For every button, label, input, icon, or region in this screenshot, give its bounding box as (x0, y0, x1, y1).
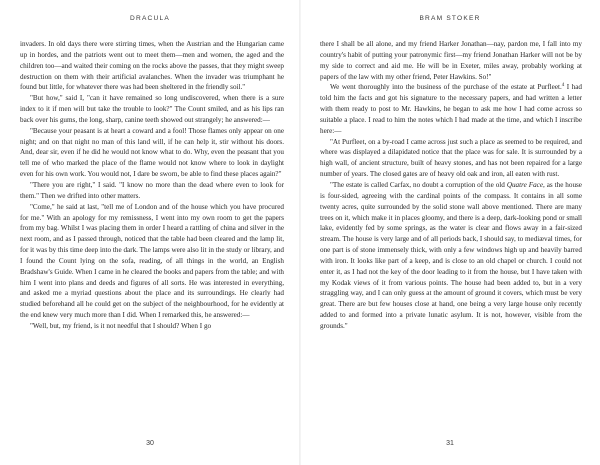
page-number-right: 31 (446, 440, 454, 447)
paragraph: "At Purfleet, on a by-road I came across just such a place as seemed to be required, and where was displayed a dilapidated notice that the place was for sale. It is surrounded by a high wall, of ancient structure, built of heavy stones, and has not been repaired for a large number of years. The closed gates are of heavy old oak and iron, all eaten with rust. (320, 137, 582, 179)
left-page-text (20, 39, 284, 332)
running-head-left: DRACULA (130, 15, 170, 22)
paragraph (320, 82, 582, 136)
paragraph-text: We went thoroughly into the business of the purchase of the estate at Purfleet. (330, 83, 562, 92)
right-page (300, 0, 600, 465)
paragraph: "Come," he said at last, "tell me of London and of the house which you have procured for me." With an apology for my remissness, I went into my own room to get the papers from my bag. Whilst I was placing them in order I heard a rattling of china and silver in the next room, and as I passed through, noticed that the table had been cleared and the lamp lit, for it was by this time deep into the dark. The lamps were also lit in the study or library, and I found the Count lying on the sofa, reading, of all things in the world, an English Bradshaw's Guide. When I came in he cleared the books and papers from the table; and with him I went into plans and deeds and figures of all sorts. He was interested in everything, and asked me a myriad questions about the place and its surroundings. He clearly had studied beforehand all he could get on the subject of the neighbourhood, for he evidently at the end knew very much more than I did. When I remarked this, he answered:— (20, 202, 284, 320)
paragraph: "There you are right," I said. "I know no more than the dead where even to look for them." Then we drifted into other matters. (20, 180, 284, 200)
running-head-right: BRAM STOKER (419, 15, 481, 22)
italic-phrase: Quatre Face (506, 180, 543, 189)
paragraph-text: I had told him the facts and got his signature to the necessary papers, and had written a letter with them ready to post to Mr. Hawkins, he began to ask me how I had come across so suitable a place. I read to him the notes which I had made at the time, and which I inscribe here:— (320, 83, 582, 135)
paragraph: invaders. In old days there were stirring times, when the Austrian and the Hungarian came up in hordes, and the patriots went out to meet them—men and women, the aged and the children too—and waited their coming on the rocks above the passes, that they might sweep destruction on them with their artificial avalanches. When the invader was triumphant he found but little, for whatever there was had been sheltered in the friendly soil." (20, 40, 284, 92)
paragraph: "Well, but, my friend, is it not needful that I should? When I go (30, 321, 212, 330)
paragraph: "But how," said I, "can it have remained so long undiscovered, when there is a sure index to it if men will but take the trouble to look?" The Count smiled, and as his lips ran back over his gums, the long, sharp, canine teeth showed out strangely; he answered:— (20, 94, 284, 124)
paragraph-text: , as the house is four-sided, agreeing with the cardinal points of the compass. It contains in all some twenty acres, quite surrounded by the solid stone wall above mentioned. There are many trees on it, which make it in places gloomy, and there is a deep, dark-looking pond or small lake, evidently fed by some springs, as the water is clear and flows away in a fair-sized stream. The house is very large and of all periods back, I should say, to mediæval times, for one part is of stone immensely thick, with only a few windows high up and heavily barred with iron. It looks like part of a keep, and is close to an old chapel or church. I could not enter it, as I had not the key of the door leading to it from the house, but I have taken with my Kodak views of it from various points. The house had been added to, but in a very straggling way, and I can only guess at the amount of ground it covers, which must be very great. There are but few houses close at hand, one being a very large house only recently added to and formed into a private lunatic asylum. It is not, however, visible from the grounds." (320, 180, 582, 330)
page-number-left: 30 (146, 440, 154, 447)
footnote-marker[interactable]: 4 (561, 83, 565, 89)
paragraph: "Because your peasant is at heart a coward and a fool! Those flames only appear on one night; and on that night no man of this land will, if he can help it, stir without his doors. And, dear sir, even if he did he would not know what to do. Why, even the peasant that you tell me of who marked the place of the flame would not know where to look in daylight even for his own work. You would not, I dare be sworn, be able to find these places again?" (20, 126, 284, 179)
paragraph-text: "The estate is called Carfax, no doubt a corruption of the old (330, 180, 507, 189)
paragraph: there I shall be all alone, and my friend Harker Jonathan—nay, pardon me, I fall into my country's habit of putting your patronymic first—my friend Jonathan Harker will not be by my side to correct and aid me. He will be in Exeter, miles away, probably working at papers of the law with my other friend, Peter Hawkins. So!" (320, 40, 582, 81)
right-page-text (320, 39, 582, 332)
paragraph (320, 180, 582, 332)
